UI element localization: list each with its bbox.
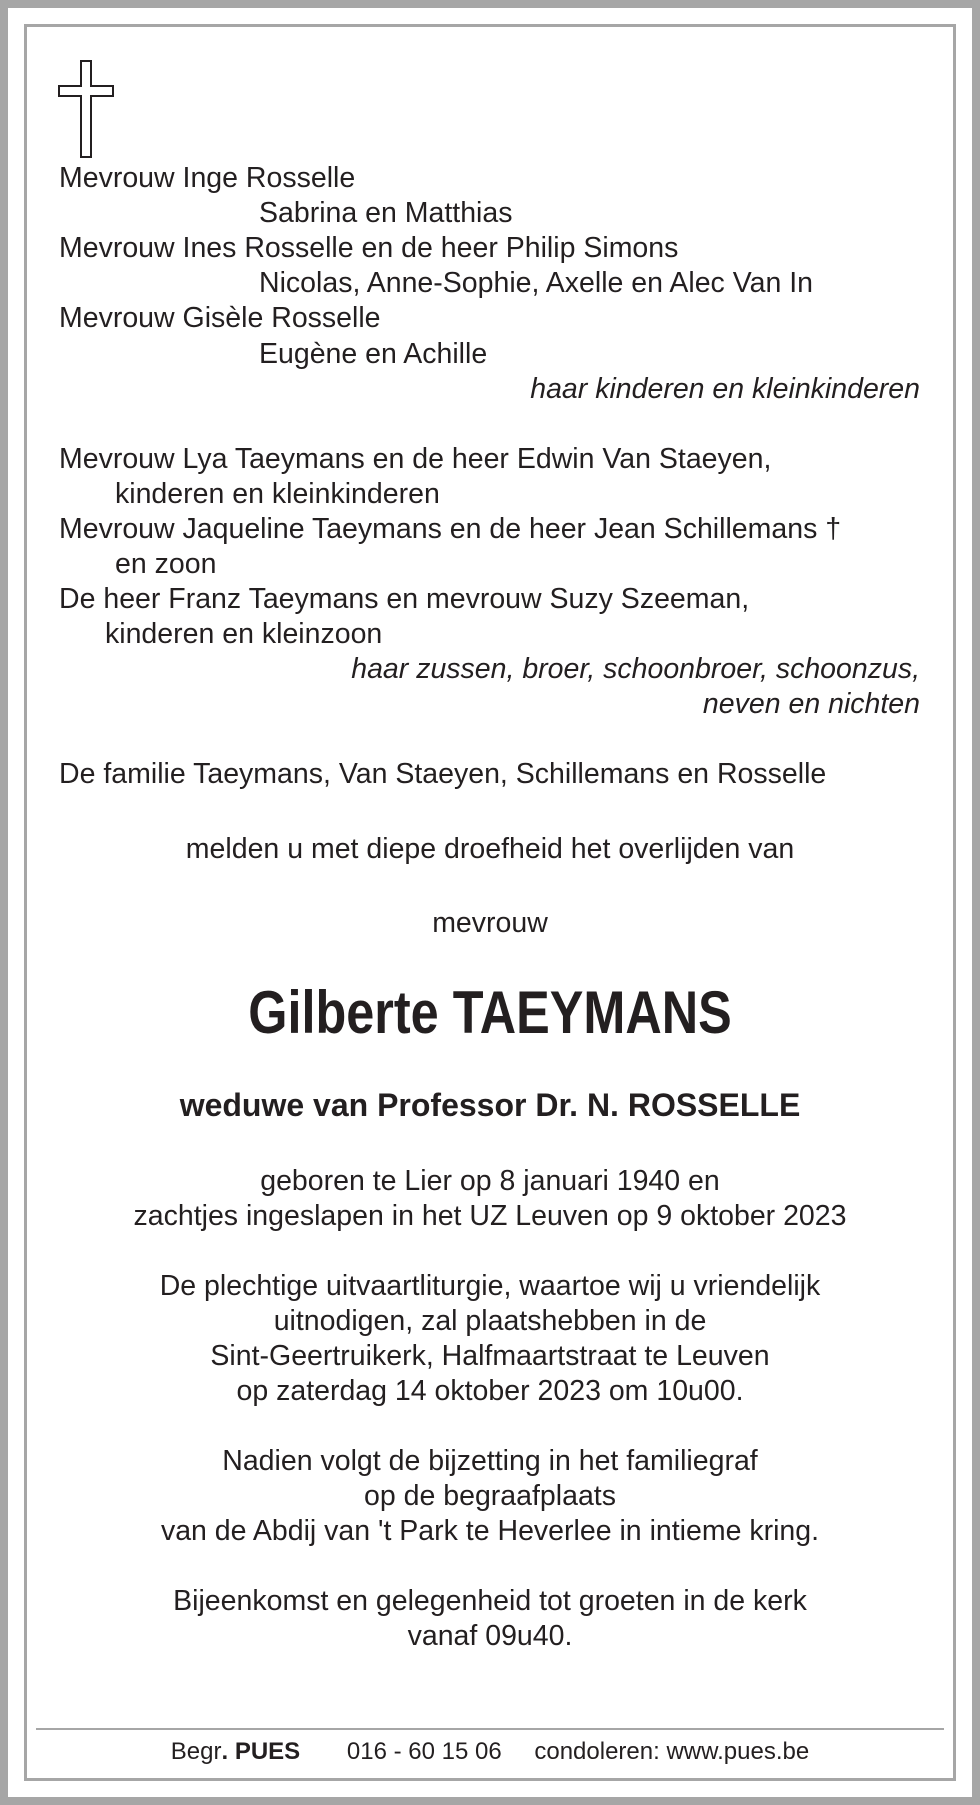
funeral-line: De plechtige uitvaartliturgie, waartoe wij u vriendelijk xyxy=(159,1270,821,1302)
gathering-line: Bijeenkomst en gelegenheid tot groeten in de kerk xyxy=(173,1585,807,1617)
dates-line: geboren te Lier op 8 januari 1940 en xyxy=(260,1165,720,1197)
relation-caption: neven en nichten xyxy=(702,688,920,720)
family-line: Mevrouw Gisèle Rosselle xyxy=(59,302,381,334)
family-line: kinderen en kleinzoon xyxy=(105,618,383,650)
funeral-line: uitnodigen, zal plaatshebben in de xyxy=(273,1305,707,1337)
funeral-line: Sint-Geertruikerk, Halfmaartstraat te Leuven xyxy=(210,1340,770,1372)
funeral-line: op zaterdag 14 oktober 2023 om 10u00. xyxy=(236,1375,744,1407)
families-line: De familie Taeymans, Van Staeyen, Schillemans en Rosselle xyxy=(59,758,827,790)
undertaker xyxy=(171,1736,300,1768)
family-line: Eugène en Achille xyxy=(259,338,488,370)
family-line: Mevrouw Jaqueline Taeymans en de heer Jean Schillemans † xyxy=(59,513,842,545)
family-line: Sabrina en Matthias xyxy=(259,197,513,229)
widow-of-line: weduwe van Professor Dr. N. ROSSELLE xyxy=(179,1087,801,1123)
footer xyxy=(0,1736,980,1768)
undertaker-prefix: Begr xyxy=(170,1738,222,1765)
deceased-name: Gilberte TAEYMANS xyxy=(248,979,732,1046)
gathering-line: vanaf 09u40. xyxy=(407,1620,573,1652)
burial-line: op de begraafplaats xyxy=(364,1480,616,1512)
family-line: Mevrouw Inge Rosselle xyxy=(59,162,356,194)
condolences-link[interactable]: condoleren: www.pues.be xyxy=(534,1738,810,1765)
relation-caption: haar kinderen en kleinkinderen xyxy=(530,373,920,405)
salutation: mevrouw xyxy=(432,907,548,939)
cross-icon xyxy=(57,60,115,158)
phone-number: 016 - 60 15 06 xyxy=(346,1738,502,1765)
family-line: Mevrouw Lya Taeymans en de heer Edwin Van Staeyen, xyxy=(59,443,772,475)
family-line: De heer Franz Taeymans en mevrouw Suzy Szeeman, xyxy=(59,583,750,615)
footer-divider xyxy=(36,1728,944,1730)
family-line: Nicolas, Anne-Sophie, Axelle en Alec Van In xyxy=(259,267,813,299)
family-line: en zoon xyxy=(115,548,217,580)
relation-caption: haar zussen, broer, schoonbroer, schoonzus, xyxy=(351,653,920,685)
dates-line: zachtjes ingeslapen in het UZ Leuven op 9 oktober 2023 xyxy=(133,1200,847,1232)
burial-line: van de Abdij van 't Park te Heverlee in intieme kring. xyxy=(160,1515,820,1547)
family-line: Mevrouw Ines Rosselle en de heer Philip Simons xyxy=(59,232,679,264)
family-line: kinderen en kleinkinderen xyxy=(115,478,440,510)
burial-line: Nadien volgt de bijzetting in het familiegraf xyxy=(222,1445,758,1477)
announcement-text: melden u met diepe droefheid het overlijden van xyxy=(185,833,795,865)
undertaker-name: . PUES xyxy=(221,1738,301,1765)
